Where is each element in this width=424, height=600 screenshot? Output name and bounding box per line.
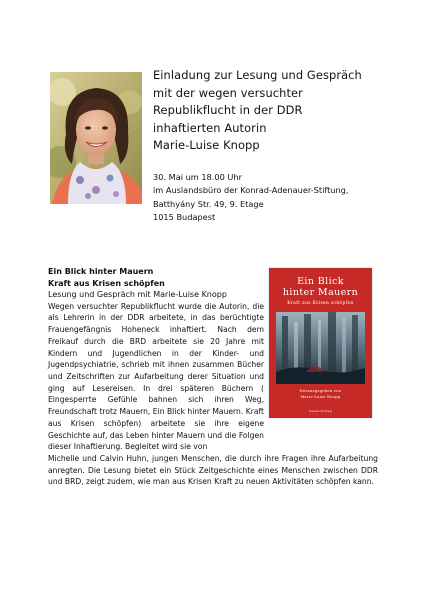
book-publisher: Geest-Verlag <box>309 409 332 413</box>
event-details <box>153 171 408 225</box>
book-editor-label: Herausgegeben von <box>299 389 342 393</box>
book-cover <box>269 268 372 418</box>
author-portrait <box>50 72 142 204</box>
article-title: Ein Blick hinter Mauern <box>48 267 154 276</box>
book-editor-name: Marie-Luise Knopp <box>300 395 341 399</box>
article-body-paragraph: Wegen versuchter Republikflucht wurde die Autorin, die als Lehrerin in der DDR arbeitete, in das berüchtigte Frauengefängnis Hoheneck inhaftiert. Nach dem Freikauf durch die BRD arbeitete sie 20 Jahre mit Kindern und Jugendlichen in der Kinder- und Jugendpsychiatrie, schrieb mit ihnen zusammen Bücher und Zeitschriften zur Aufarbeitung derer Situation und ging auf Lesereisen. In drei späteren Büchern ( Eingesperrte Gefühle bahnen sich ihren Weg, Freundschaft trotz Mauern, Ein Blick hinter Mauern. Kraft aus Krisen schöpfen) arbeitete sie ihre eigene Geschichte auf, das Leben hinter Mauern und die Folgen dieser Inhaftierung. Begleitet wird sie von <box>48 301 264 452</box>
event-venue: im Auslandsbüro der Konrad-Adenauer-Stiftung, <box>153 185 349 196</box>
event-city: 1015 Budapest <box>153 212 216 223</box>
article-intro: Lesung und Gespräch mit Marie-Luise Knopp <box>48 290 227 300</box>
event-street: Batthyány Str. 49, 9. Etage <box>153 198 264 209</box>
book-cover-image <box>276 312 365 384</box>
article-body-continuation: Michelle und Calvin Huhn, jungen Menschen, die durch ihre Fragen ihre Aufarbeitung anregten. Die Lesung bietet ein Stück Zeitgeschichte eines Menschen zwischen DDR und BRD, zeigt zudem, wie man aus Krisen Kraft zu neuen Aktivitäten schöpfen kann. <box>48 453 378 487</box>
invitation-line: Einladung zur Lesung und Gespräch <box>153 68 362 82</box>
article-subtitle: Kraft aus Krisen schöpfen <box>48 278 165 288</box>
book-cover-subtitle: Kraft aus Krisen schöpfen <box>287 301 354 306</box>
invitation-heading <box>153 67 408 155</box>
book-title-line: Ein Blick <box>297 276 344 287</box>
book-cover-title <box>269 276 372 298</box>
event-datetime: 30. Mai um 18.00 Uhr <box>153 172 242 182</box>
invitation-line: Republikflucht in der DDR <box>153 103 303 118</box>
invitation-line: inhaftierten Autorin <box>153 120 267 135</box>
invitation-line: mit der wegen versuchter <box>153 85 303 100</box>
book-title-line: hinter Mauern <box>282 287 359 298</box>
author-name: Marie-Luise Knopp <box>153 138 260 153</box>
